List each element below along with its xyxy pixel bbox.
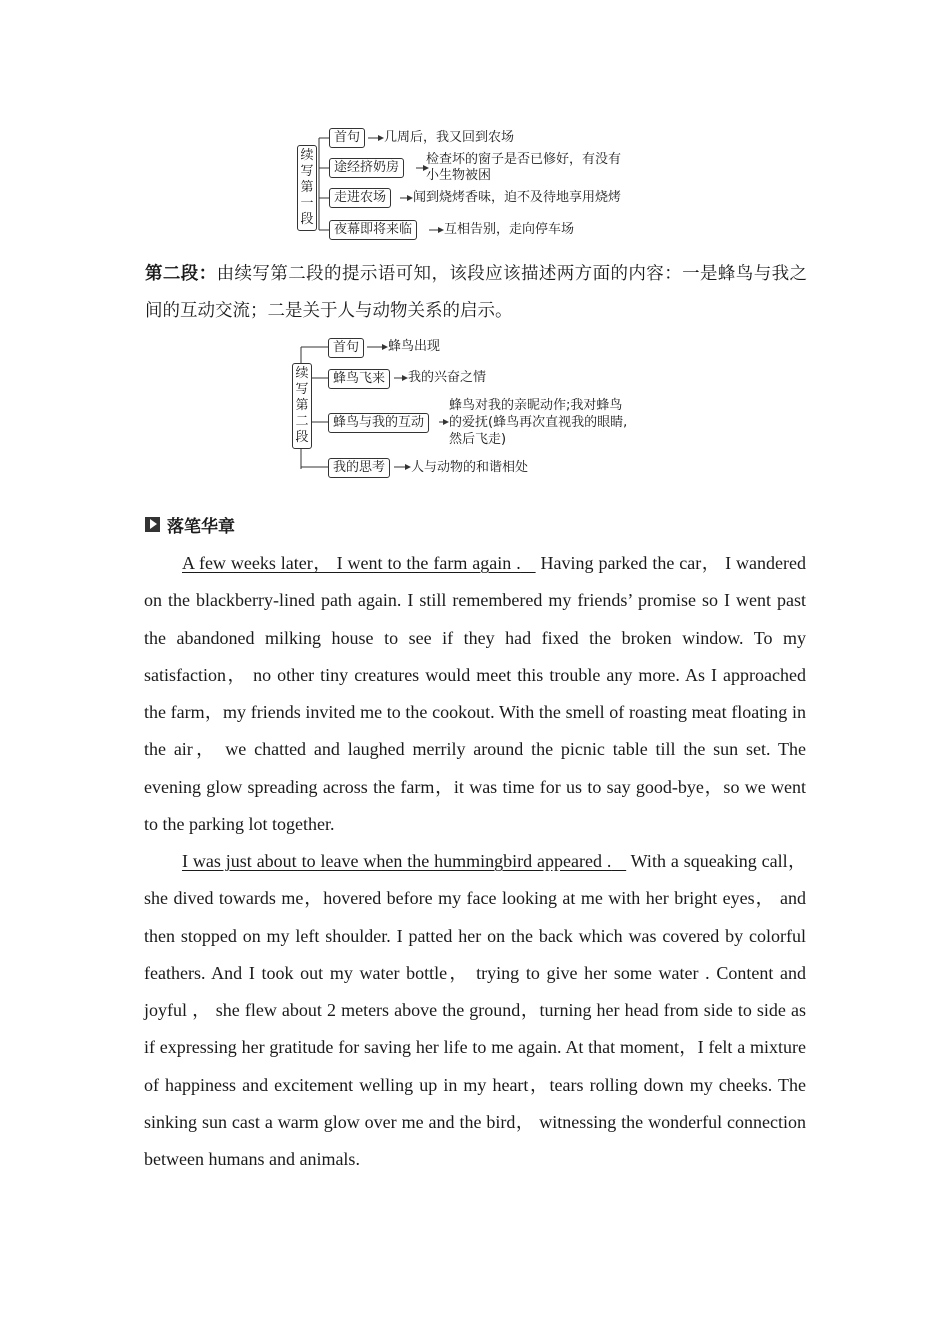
outline-2-leaf-interaction-line-2: 的爱抚(蜂鸟再次直视我的眼睛, (449, 415, 628, 430)
essay-paragraph-1 (144, 545, 806, 843)
outline-1-node-milking-house: 途经挤奶房 (329, 158, 404, 178)
outline-1-root: 续写第一段 (297, 145, 317, 231)
essay-paragraph-2 (144, 843, 806, 1179)
outline-1-leaf-opening: 几周后，我又回到农场 (384, 130, 515, 145)
outline-1-node-nightfall: 夜幕即将来临 (329, 220, 417, 240)
outline-2-leaf-opening: 蜂鸟出现 (388, 339, 441, 354)
section-heading (145, 511, 235, 537)
outline-1-leaf-farm: 闻到烧烤香味，迫不及待地享用烧烤 (413, 190, 622, 205)
outline-1-leaf-milking-house-line-2: 小生物被困 (426, 168, 492, 183)
paragraph-2-body: With a squeaking call， she dived towards me，hovered before my face looking at me with her bright eyes， and then stopped on my left shoulder. I patted her on the back which was covered by colorful feathers. And I took out my water bottle， trying to give her some water . Content and joyful ， she flew about 2 meters above the ground，turning her head from side to side as if expressing her gratitude for saving her life to me again. At that moment，I felt a mixture of happiness and excitement welling up in my heart，tears rolling down my cheeks. The sinking sun cast a warm glow over me and the bird， witnessing the wonderful connection between humans and animals. (144, 851, 806, 1170)
outline-2-node-bird-flies: 蜂鸟飞来 (328, 369, 390, 389)
outline-2-leaf-interaction-line-3: 然后飞走) (449, 432, 507, 447)
outline-1-node-farm: 走进农场 (329, 188, 391, 208)
paragraph-2-opening-sentence: I was just about to leave when the hummingbird appeared . (182, 851, 612, 871)
outline-2-leaf-thinking: 人与动物的和谐相处 (411, 460, 529, 475)
section-2-description (145, 256, 807, 330)
outline-1-leaf-milking-house-line-1: 检查坏的窗子是否已修好，有没有 (426, 152, 622, 167)
paragraph-1-body: Having parked the car， I wandered on the blackberry-lined path again. I still remembered my friends’ promise so I went past the abandoned milking house to see if they had fixed the broken window. To my satisfaction， no other tiny creatures would meet this trouble any more. As I approached the farm，my friends invited me to the cookout. With the smell of roasting meat floating in the air， we chatted and laughed merrily around the picnic table till the sun set. The evening glow spreading across the farm，it was time for us to say good-bye，so we went to the parking lot together. (144, 553, 806, 835)
outline-1-node-opening: 首句 (329, 128, 365, 148)
section-heading-text: 落笔华章 (167, 516, 235, 537)
outline-2-leaf-interaction-line-1: 蜂鸟对我的亲昵动作;我对蜂鸟 (449, 398, 623, 413)
outline-paragraph-1 (295, 125, 675, 240)
outline-2-root: 续写第二段 (292, 363, 312, 449)
outline-2-node-interaction: 蜂鸟与我的互动 (328, 413, 429, 433)
outline-2-node-opening: 首句 (328, 338, 364, 358)
outline-1-leaf-nightfall: 互相告别，走向停车场 (444, 222, 575, 237)
play-icon (145, 517, 160, 532)
outline-paragraph-2 (292, 337, 682, 485)
outline-2-node-thinking: 我的思考 (328, 458, 390, 478)
section-2-lead: 第二段： (145, 264, 217, 284)
section-2-text: 由续写第二段的提示语可知，该段应该描述两方面的内容：一是蜂鸟与我之间的互动交流；二是关于人与动物关系的启示。 (145, 264, 808, 321)
paragraph-1-opening-sentence: A few weeks later， I went to the farm again . (182, 553, 521, 573)
outline-2-leaf-bird-flies: 我的兴奋之情 (408, 370, 487, 385)
